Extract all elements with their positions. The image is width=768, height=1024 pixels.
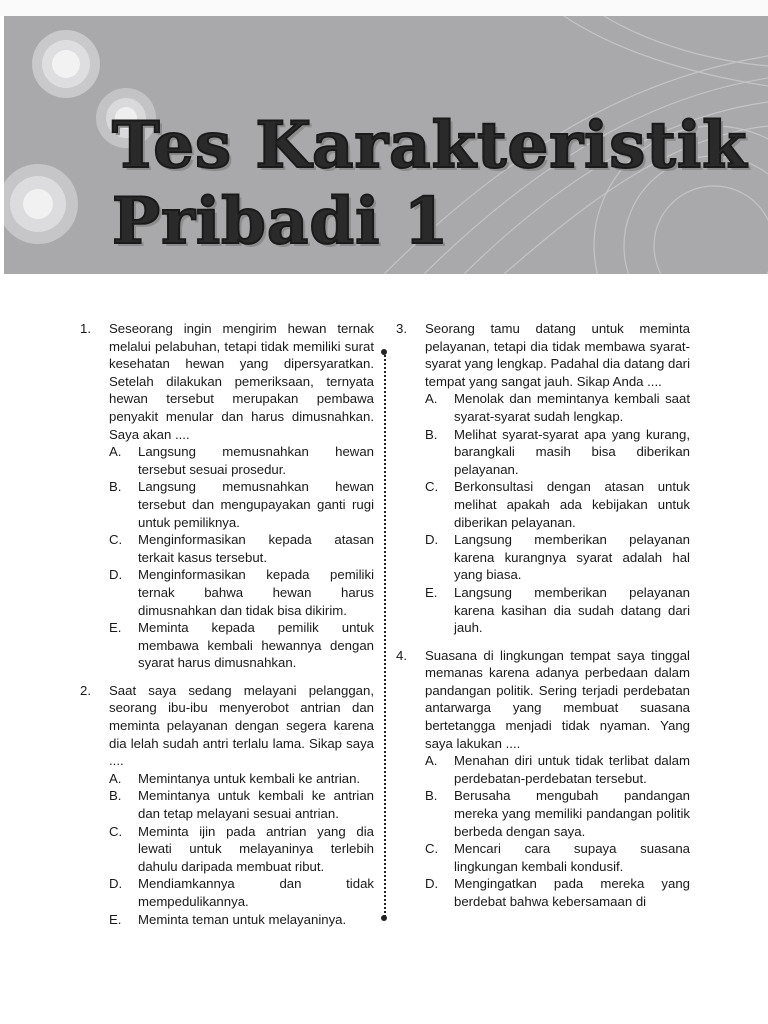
question-1 — [80, 320, 374, 672]
option-text: Menginformasikan kepada pemiliki ternak bahwa hewan harus dimusnahkan dan tidak bisa dikirim. — [138, 567, 374, 618]
option-text: Memintanya untuk kembali ke antrian dan tetap melayani sesuai antrian. — [138, 788, 374, 822]
option-letter: C. — [425, 841, 439, 857]
question-number: 2. — [80, 682, 91, 698]
option-letter: E. — [109, 620, 122, 636]
option-b[interactable] — [425, 787, 690, 840]
chapter-banner — [4, 16, 768, 274]
option-a[interactable] — [425, 752, 690, 787]
question-stem: Suasana di lingkungan tempat saya tinggal memanas karena adanya perbedaan dalam pandangan politik. Sering terjadi perdebatan antarwarga yang membuat suasana bertetangga menjadi tidak nyaman. Yang saya lakukan .... — [425, 647, 690, 751]
right-column — [396, 320, 690, 921]
option-letter: D. — [425, 532, 439, 548]
option-letter: D. — [109, 876, 123, 892]
left-column — [80, 320, 374, 938]
option-text: Langsung memberikan pelayanan karena kurangnya syarat adalah hal yang biasa. — [454, 532, 690, 583]
option-text: Mengingatkan pada mereka yang berdebat bahwa kebersamaan di — [454, 876, 690, 909]
question-number: 4. — [396, 647, 407, 663]
option-d[interactable] — [109, 875, 374, 910]
question-2 — [80, 682, 374, 928]
option-e[interactable] — [109, 911, 374, 929]
option-text: Langsung memberikan pelayanan karena kasihan dia sudah datang dari jauh. — [454, 584, 690, 636]
divider-dot-top — [381, 349, 387, 355]
divider-dot-bottom — [381, 915, 387, 921]
option-letter: C. — [109, 532, 123, 548]
bubble-bottom-left — [4, 164, 78, 244]
question-stem: Seseorang ingin mengirim hewan ternak melalui pelabuhan, tetapi tidak memiliki surat kesehatan hewan yang dipersyaratkan. Setelah dilakukan pemeriksaan, ternyata hewan tersebut merupakan pembawa penyakit menular dan harus dimusnahkan. Saya akan .... — [109, 321, 374, 442]
option-letter: D. — [425, 876, 439, 892]
question-3 — [396, 320, 690, 637]
option-b[interactable] — [109, 478, 374, 531]
option-a[interactable] — [109, 770, 374, 788]
option-letter: B. — [109, 788, 122, 804]
option-letter: B. — [425, 426, 438, 442]
question-stem: Saat saya sedang melayani pelanggan, seorang ibu-ibu menyerobot antrian dan meminta pelayanan dengan segera karena dia lelah sudah antri terlalu lama. Sikap saya .... — [109, 682, 374, 769]
page-top-margin — [0, 0, 768, 16]
option-letter: A. — [109, 770, 122, 786]
option-letter: C. — [109, 823, 123, 839]
option-b[interactable] — [109, 787, 374, 822]
chapter-title-line1: Tes Karakteristik — [112, 108, 748, 183]
option-a[interactable] — [109, 443, 374, 478]
option-letter: E. — [425, 584, 438, 600]
column-divider — [384, 352, 386, 920]
option-c[interactable] — [109, 531, 374, 566]
option-text: Meminta kepada pemilik untuk membawa kembali hewannya dengan syarat harus dimusnahkan. — [138, 620, 374, 671]
option-d[interactable] — [109, 566, 374, 619]
option-d[interactable] — [425, 531, 690, 584]
option-letter: C. — [425, 479, 439, 495]
option-c[interactable] — [425, 478, 690, 531]
option-letter: B. — [425, 788, 438, 804]
option-letter: E. — [109, 911, 122, 927]
option-text: Mencari cara supaya suasana lingkungan kembali kondusif. — [454, 841, 690, 874]
option-text: Menginformasikan kepada atasan terkait kasus tersebut. — [138, 532, 374, 565]
option-text: Mendiamkannya dan tidak mempedulikannya. — [138, 876, 374, 909]
bubble-top-left — [32, 30, 100, 98]
question-number: 1. — [80, 321, 91, 336]
chapter-title — [112, 108, 748, 260]
option-letter: A. — [425, 391, 438, 407]
option-a[interactable] — [425, 390, 690, 425]
option-text: Meminta teman untuk melayaninya. — [138, 911, 347, 927]
option-letter: D. — [109, 567, 123, 583]
option-text: Memintanya untuk kembali ke antrian. — [138, 770, 361, 786]
option-text: Menahan diri untuk tidak terlibat dalam perdebatan-perdebatan tersebut. — [454, 753, 690, 786]
option-text: Langsung memusnahkan hewan tersebut dan mengupayakan ganti rugi untuk pemiliknya. — [138, 479, 374, 530]
option-letter: A. — [109, 444, 122, 460]
option-letter: B. — [109, 479, 122, 495]
option-letter: A. — [425, 753, 438, 769]
question-stem: Seorang tamu datang untuk meminta pelayanan, tetapi dia tidak membawa syarat-syarat yang lengkap. Padahal dia datang dari tempat yang sangat jauh. Sikap Anda .... — [425, 321, 690, 389]
option-e[interactable] — [109, 619, 374, 672]
option-text: Melihat syarat-syarat apa yang kurang, barangkali masih bisa diberikan pelayanan. — [454, 426, 690, 477]
option-d[interactable] — [425, 875, 690, 910]
option-c[interactable] — [425, 840, 690, 875]
question-number: 3. — [396, 321, 407, 336]
option-c[interactable] — [109, 823, 374, 876]
option-text: Menolak dan memintanya kembali saat syarat-syarat sudah lengkap. — [454, 391, 690, 424]
chapter-title-line2: Pribadi 1 — [112, 184, 450, 259]
option-text: Berkonsultasi dengan atasan untuk melihat apakah ada kebijakan untuk diberikan pelayanan. — [454, 479, 690, 530]
option-text: Meminta ijin pada antrian yang dia lewati untuk melayaninya terlebih dahulu daripada membuat ribut. — [138, 823, 374, 874]
option-text: Langsung memusnahkan hewan tersebut sesuai prosedur. — [138, 444, 374, 477]
question-4 — [396, 647, 690, 911]
option-text: Berusaha mengubah pandangan mereka yang memiliki pandangan politik berbeda dengan saya. — [454, 788, 690, 839]
option-b[interactable] — [425, 426, 690, 479]
option-e[interactable] — [425, 584, 690, 637]
